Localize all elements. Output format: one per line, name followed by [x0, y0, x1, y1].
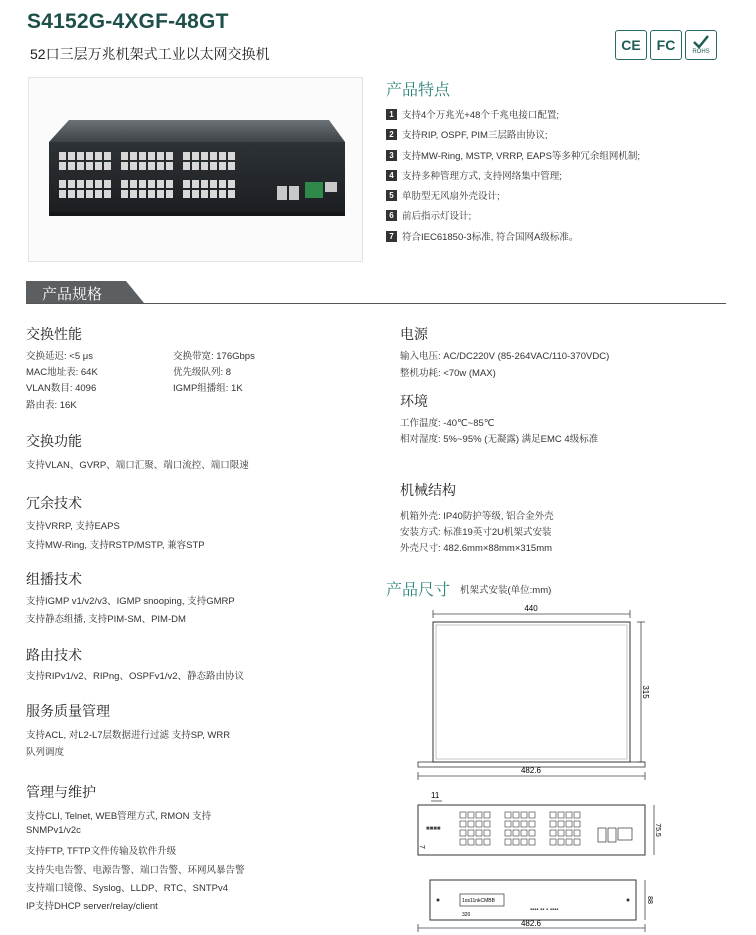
- rj45-port: [210, 162, 217, 170]
- rj45-port: [183, 190, 190, 198]
- rj45-port: [95, 180, 102, 188]
- front-port: [476, 812, 482, 818]
- dimensions-title: 产品尺寸: [386, 582, 451, 599]
- rj45-port: [139, 152, 146, 160]
- feature-item: [386, 188, 500, 202]
- switch-device-image: [29, 78, 362, 261]
- ce-mark-icon: [615, 30, 647, 60]
- feature-text: 支持MW-Ring, MSTP, VRRP, EAPS等多种冗余组网机制;: [402, 151, 641, 162]
- feature-item: [386, 229, 578, 243]
- front-port: [574, 830, 580, 836]
- rj45-port: [130, 180, 137, 188]
- rj45-port: [219, 152, 226, 160]
- rj45-port: [166, 152, 173, 160]
- front-port: [574, 821, 580, 827]
- fcc-label: FC: [656, 37, 676, 53]
- rj45-port: [192, 152, 199, 160]
- rj45-port: [121, 190, 128, 198]
- rj45-port: [183, 162, 190, 170]
- feature-number: 1: [386, 109, 397, 120]
- section-title-switching-function: 交换功能: [26, 433, 82, 449]
- feature-item: [386, 148, 640, 162]
- rj45-port: [104, 180, 111, 188]
- feature-text: 单肋型无风扇外壳设计;: [402, 191, 500, 202]
- spec-line: 支持静态组播, 支持PIM-SM、PIM-DM: [26, 614, 186, 625]
- front-port: [468, 821, 474, 827]
- feature-number: 6: [386, 210, 397, 221]
- front-port: [521, 830, 527, 836]
- specs-banner-label: 产品规格: [42, 286, 103, 303]
- rj45-port: [86, 162, 93, 170]
- dim-top-width: 440: [524, 604, 538, 613]
- front-port: [513, 830, 519, 836]
- rj45-port: [148, 190, 155, 198]
- spec-line: 路由表: 16K: [26, 400, 77, 411]
- spec-line: 整机功耗: <70w (MAX): [400, 368, 496, 379]
- feature-text: 支持RIP, OSPF, PIM三层路由协议;: [402, 130, 548, 141]
- rj45-port: [104, 162, 111, 170]
- front-port: [521, 821, 527, 827]
- front-port: [529, 821, 535, 827]
- dim-front-h2: 7: [418, 845, 425, 849]
- front-port: [505, 830, 511, 836]
- front-port: [505, 821, 511, 827]
- svg-text:▪▪▪▪ ▪▪ ▪ ▪▪▪▪: ▪▪▪▪ ▪▪ ▪ ▪▪▪▪: [530, 907, 559, 913]
- front-port: [476, 839, 482, 845]
- spec-line: 支持MW-Ring, 支持RSTP/MSTP, 兼容STP: [26, 540, 205, 551]
- banner-shape: [26, 281, 726, 305]
- feature-number: 7: [386, 231, 397, 242]
- rj45-port: [77, 190, 84, 198]
- rj45-port: [59, 152, 66, 160]
- rj45-port: [59, 162, 66, 170]
- rj45-port: [201, 190, 208, 198]
- front-port: [566, 812, 572, 818]
- dimension-drawing: [400, 600, 730, 935]
- rj45-port: [228, 190, 235, 198]
- rj45-port: [104, 190, 111, 198]
- feature-number: 4: [386, 170, 397, 181]
- section-title-environment: 环境: [400, 393, 428, 409]
- spec-line: 输入电压: AC/DC220V (85-264VAC/110-370VDC): [400, 351, 610, 362]
- front-port: [558, 812, 564, 818]
- rj45-port: [68, 190, 75, 198]
- front-port: [460, 812, 466, 818]
- front-port: [484, 812, 490, 818]
- spec-line: 队列调度: [26, 747, 65, 758]
- ce-label: CE: [621, 37, 641, 53]
- front-port: [476, 830, 482, 836]
- spec-line: 支持ACL, 对L2-L7层数据进行过滤 支持SP, WRR: [26, 730, 231, 741]
- front-port: [513, 839, 519, 845]
- rj45-port: [95, 162, 102, 170]
- product-subtitle: 52口三层万兆机架式工业以太网交换机: [30, 46, 270, 62]
- rj45-port: [219, 162, 226, 170]
- front-port: [513, 821, 519, 827]
- rj45-port: [148, 152, 155, 160]
- front-port: [460, 830, 466, 836]
- dim-depth: 315: [641, 685, 650, 699]
- spec-line: 外壳尺寸: 482.6mm×88mm×315mm: [400, 543, 553, 554]
- rj45-port: [166, 180, 173, 188]
- rj45-port: [68, 180, 75, 188]
- spec-line: IP支持DHCP server/relay/client: [26, 901, 158, 912]
- rj45-port: [157, 180, 164, 188]
- front-port: [550, 830, 556, 836]
- rear-label-2: 320: [462, 912, 471, 918]
- feature-item: [386, 127, 548, 141]
- product-photo: [28, 77, 363, 262]
- rj45-port: [210, 180, 217, 188]
- dim-rear-height: 88: [646, 896, 653, 904]
- rj45-port: [228, 180, 235, 188]
- section-title-management: 管理与维护: [26, 784, 96, 800]
- spec-line: 支持VRRP, 支持EAPS: [26, 521, 120, 532]
- front-port: [468, 830, 474, 836]
- spec-line: MAC地址表: 64K: [26, 367, 98, 378]
- rj45-port: [201, 152, 208, 160]
- rj45-port: [86, 152, 93, 160]
- feature-item: [386, 168, 562, 182]
- specs-banner: [26, 281, 726, 305]
- front-port: [529, 812, 535, 818]
- spec-line: 支持RIPv1/v2、RIPng、OSPFv1/v2、静态路由协议: [26, 671, 245, 682]
- spec-line: 交换带宽: 176Gbps: [173, 351, 255, 362]
- dim-rear-width: 482.6: [520, 919, 542, 928]
- product-model: S4152G-4XGF-48GT: [27, 10, 229, 33]
- rj45-port: [148, 162, 155, 170]
- spec-line: 支持失电告警、电源告警、端口告警、环网风暴告警: [26, 865, 245, 876]
- spec-line: 支持FTP, TFTP文件传输及软件升级: [26, 846, 177, 857]
- section-title-qos: 服务质量管理: [26, 703, 110, 719]
- rj45-port: [68, 162, 75, 170]
- rj45-port: [157, 162, 164, 170]
- rj45-port: [121, 162, 128, 170]
- rj45-port: [219, 190, 226, 198]
- front-port: [566, 839, 572, 845]
- rj45-port: [166, 162, 173, 170]
- dim-total-width: 482.6: [520, 766, 542, 775]
- feature-number: 3: [386, 150, 397, 161]
- rohs-label: ROHS: [692, 49, 710, 55]
- spec-line: SNMPv1/v2c: [26, 825, 81, 836]
- front-port: [460, 839, 466, 845]
- rj45-port: [139, 180, 146, 188]
- front-port: [468, 839, 474, 845]
- feature-text: 前后指示灯设计;: [402, 211, 472, 222]
- rj45-port: [210, 152, 217, 160]
- rj45-port: [219, 180, 226, 188]
- rj45-port: [130, 152, 137, 160]
- check-icon: [692, 35, 710, 49]
- rj45-port: [139, 190, 146, 198]
- feature-number: 5: [386, 190, 397, 201]
- rj45-port: [130, 190, 137, 198]
- front-port: [521, 812, 527, 818]
- rj45-port: [201, 162, 208, 170]
- spec-line: VLAN数目: 4096: [26, 383, 97, 394]
- section-title-mechanical: 机械结构: [400, 482, 456, 498]
- rohs-check-icon: [685, 30, 717, 60]
- front-port: [558, 839, 564, 845]
- rj45-port: [148, 180, 155, 188]
- spec-line: 支持端口镜像、Syslog、LLDP、RTC、SNTPv4: [26, 883, 229, 894]
- spec-line: 安装方式: 标准19英寸2U机架式安装: [400, 527, 552, 538]
- front-port: [513, 812, 519, 818]
- spec-line: IGMP组播组: 1K: [173, 383, 243, 394]
- rj45-port: [121, 180, 128, 188]
- feature-text: 符合IEC61850-3标准, 符合国网A级标准。: [402, 232, 579, 243]
- rj45-port: [77, 162, 84, 170]
- feature-item: [386, 107, 559, 121]
- feature-item: [386, 208, 471, 222]
- front-port: [505, 839, 511, 845]
- section-title-routing: 路由技术: [26, 647, 82, 663]
- front-port: [484, 830, 490, 836]
- front-port: [484, 821, 490, 827]
- front-port: [484, 839, 490, 845]
- fcc-mark-icon: [650, 30, 682, 60]
- spec-line: 相对湿度: 5%~95% (无凝露) 满足EMC 4级标准: [400, 434, 599, 445]
- rj45-port: [228, 162, 235, 170]
- spec-line: 交换延迟: <5 μs: [26, 351, 93, 362]
- dim-front-margin: 11: [431, 791, 440, 800]
- features-title: 产品特点: [386, 82, 451, 99]
- front-port: [550, 821, 556, 827]
- rj45-port: [201, 180, 208, 188]
- spec-line: 支持IGMP v1/v2/v3、IGMP snooping, 支持GMRP: [26, 596, 235, 607]
- spec-line: 优先级队列: 8: [173, 367, 232, 378]
- feature-text: 支持多种管理方式, 支持网络集中管理;: [402, 171, 562, 182]
- spec-line: 支持VLAN、GVRP、端口汇聚、端口流控、端口限速: [26, 460, 249, 471]
- feature-number: 2: [386, 129, 397, 140]
- front-port: [566, 830, 572, 836]
- dim-front-h1: 75.5: [654, 823, 661, 837]
- rj45-port: [166, 190, 173, 198]
- front-port: [521, 839, 527, 845]
- section-title-redundancy: 冗余技术: [26, 495, 82, 511]
- front-port: [529, 830, 535, 836]
- section-title-multicast: 组播技术: [26, 571, 82, 587]
- rj45-port: [192, 180, 199, 188]
- front-port: [566, 821, 572, 827]
- front-port: [529, 839, 535, 845]
- rj45-port: [86, 180, 93, 188]
- rj45-port: [183, 152, 190, 160]
- spec-line: 支持CLI, Telnet, WEB管理方式, RMON 支持: [26, 811, 212, 822]
- rj45-port: [192, 162, 199, 170]
- feature-text: 支持4个万兆光+48个千兆电接口配置;: [402, 110, 560, 121]
- front-port: [476, 821, 482, 827]
- front-port: [505, 812, 511, 818]
- rj45-port: [157, 190, 164, 198]
- section-title-switching-performance: 交换性能: [26, 326, 82, 342]
- rj45-port: [192, 190, 199, 198]
- rj45-port: [157, 152, 164, 160]
- rj45-port: [183, 180, 190, 188]
- rear-view-outline: [430, 880, 636, 920]
- rj45-port: [95, 152, 102, 160]
- front-port: [468, 812, 474, 818]
- rj45-port: [59, 180, 66, 188]
- front-port: [558, 821, 564, 827]
- rj45-port: [228, 152, 235, 160]
- front-port: [460, 821, 466, 827]
- rj45-port: [95, 190, 102, 198]
- rj45-port: [104, 152, 111, 160]
- rj45-port: [77, 152, 84, 160]
- rj45-port: [68, 152, 75, 160]
- front-port: [558, 830, 564, 836]
- top-view-outline: [433, 622, 630, 762]
- rj45-port: [121, 152, 128, 160]
- rj45-port: [210, 190, 217, 198]
- rear-label-1: 1os11nkCMBB: [462, 898, 495, 904]
- rj45-port: [86, 190, 93, 198]
- svg-text:■■■■: ■■■■: [426, 826, 441, 832]
- front-port: [574, 812, 580, 818]
- rj45-port: [77, 180, 84, 188]
- spec-line: 机箱外壳: IP40防护等级, 铝合金外壳: [400, 511, 554, 522]
- front-port: [550, 812, 556, 818]
- dimensions-subtitle: 机架式安装(单位:mm): [460, 585, 552, 596]
- front-port: [550, 839, 556, 845]
- rj45-port: [130, 162, 137, 170]
- rj45-port: [59, 190, 66, 198]
- front-port: [574, 839, 580, 845]
- rj45-port: [139, 162, 146, 170]
- spec-line: 工作温度: -40℃~85℃: [400, 418, 495, 429]
- section-title-power: 电源: [400, 326, 428, 342]
